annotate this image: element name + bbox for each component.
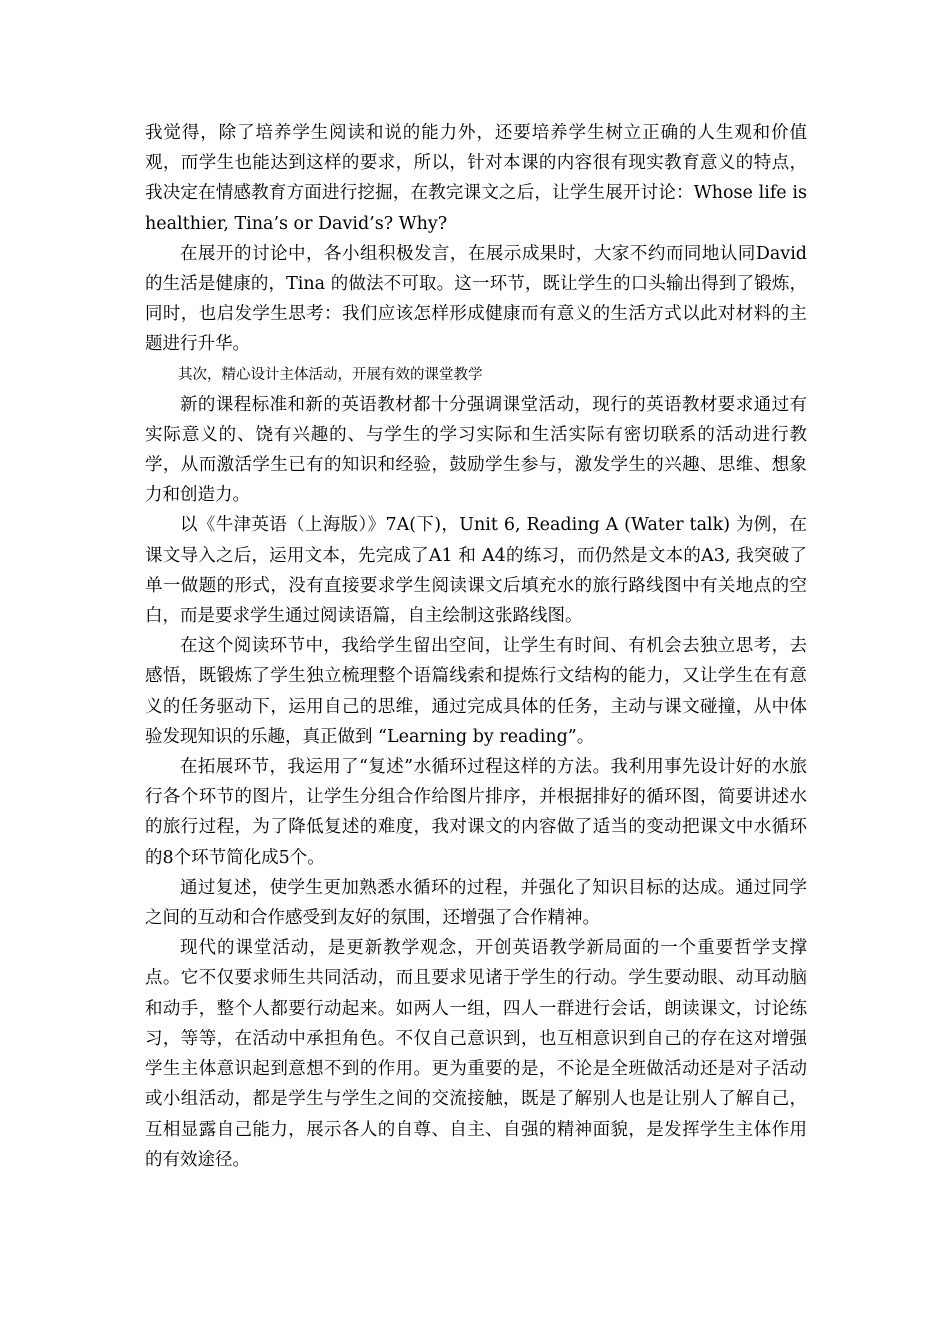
document-page: [145, 118, 807, 1175]
paragraph-1: 我觉得，除了培养学生阅读和说的能力外，还要培养学生树立正确的人生观和价值观，而学生也能达到这样的要求，所以，针对本课的内容很有现实教育意义的特点，我决定在情感教育方面进行挖掘，在教完课文之后，让学生展开讨论：Whose life is healthier, Tina’s or David’s? Why?: [145, 123, 807, 234]
paragraph-2: 在展开的讨论中，各小组积极发言，在展示成果时，大家不约而同地认同David 的生活是健康的，Tina 的做法不可取。这一环节，既让学生的口头输出得到了锻炼，同时，也启发学生思考：我们应该怎样形成健康而有意义的生活方式以此对材料的主题进行升华。: [145, 243, 807, 355]
paragraph-3: 新的课程标准和新的英语教材都十分强调课堂活动，现行的英语教材要求通过有实际意义的、饶有兴趣的、与学生的学习实际和生活实际有密切联系的活动进行教学，从而激活学生已有的知识和经验，鼓励学生参与，激发学生的兴趣、思维、想象力和创造力。: [145, 394, 807, 506]
paragraph-6: 在拓展环节，我运用了“复述”水循环过程这样的方法。我利用事先设计好的水旅行各个环节的图片，让学生分组合作给图片排序，并根据排好的循环图，简要讲述水的旅行过程，为了降低复述的难度，我对课文的内容做了适当的变动把课文中水循环的8个环节简化成5个。: [145, 757, 807, 868]
paragraph-8: 现代的课堂活动，是更新教学观念，开创英语教学新局面的一个重要哲学支撑点。它不仅要求师生共同活动，而且要求见诸于学生的行动。学生要动眼、动耳动脑和动手，整个人都要行动起来。如两人一组，四人一群进行会话，朗读课文，讨论练习，等等，在活动中承担角色。不仅自己意识到，也互相意识到自己的存在这对增强学生主体意识起到意想不到的作用。更为重要的是，不论是全班做活动还是对子活动或小组活动，都是学生与学生之间的交流接触，既是了解别人也是让别人了解自己，互相显露自己能力，展示各人的自尊、自主、自强的精神面貌，是发挥学生主体作用的有效途径。: [145, 938, 807, 1170]
paragraph-4: 以《牛津英语（上海版）》7A(下)，Unit 6, Reading A (Water talk) 为例，在课文导入之后，运用文本，先完成了A1 和 A4的练习，而仍然是文本的A3, 我突破了单一做题的形式，没有直接要求学生阅读课文后填充水的旅行路线图中有关地点的空白，而是要求学生通过阅读语篇，自主绘制这张路线图。: [145, 515, 807, 627]
section-heading: 其次，精心设计主体活动，开展有效的课堂教学: [178, 366, 483, 383]
paragraph-7: 通过复述，使学生更加熟悉水循环的过程，并强化了知识目标的达成。通过同学之间的互动和合作感受到友好的氛围，还增强了合作精神。: [145, 877, 807, 929]
paragraph-5: 在这个阅读环节中，我给学生留出空间，让学生有时间、有机会去独立思考，去感悟，既锻炼了学生独立梳理整个语篇线索和提炼行文结构的能力，又让学生在有意义的任务驱动下，运用自己的思维，通过完成具体的任务，主动与课文碰撞，从中体验发现知识的乐趣，真正做到 “Learning by reading”。: [145, 636, 807, 747]
